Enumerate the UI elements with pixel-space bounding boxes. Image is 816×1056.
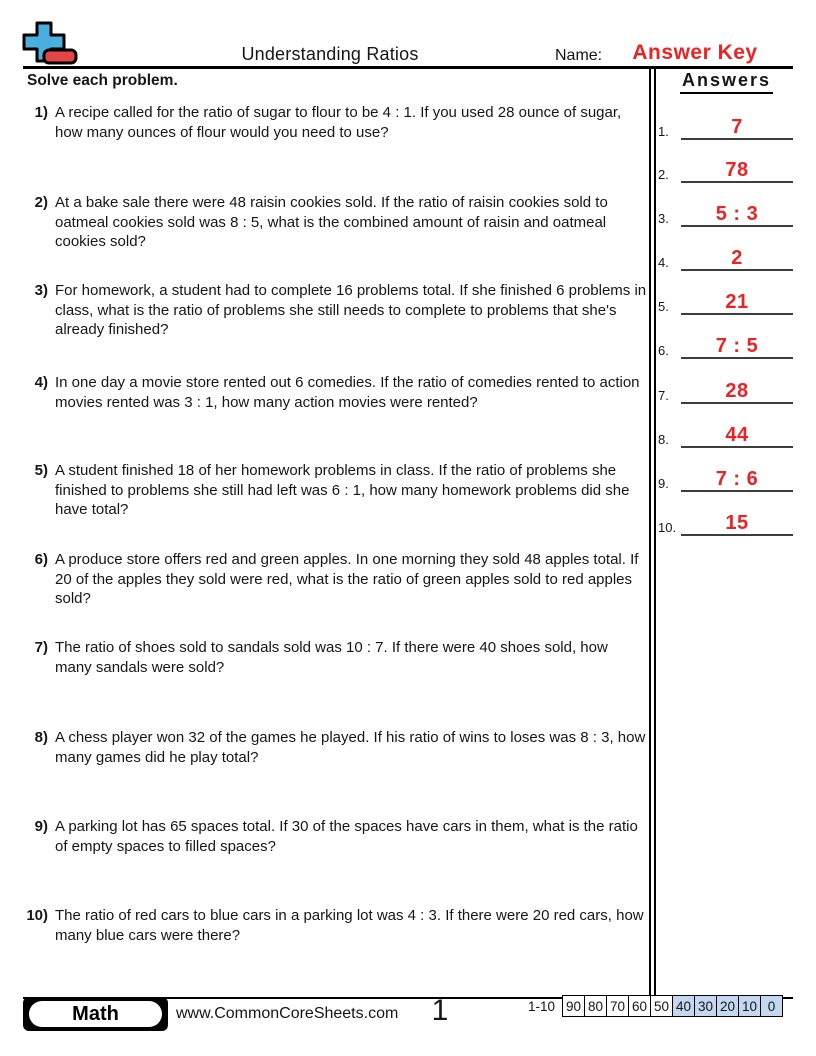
problem-number: 7) [34, 639, 48, 656]
score-cell: 10 [738, 995, 761, 1017]
answer-number: 8. [658, 432, 669, 447]
problem-number: 10) [26, 907, 48, 924]
name-label: Name: [555, 47, 603, 64]
instructions: Solve each problem. [27, 72, 178, 89]
problem-number: 8) [34, 729, 48, 746]
problem-number: 6) [34, 551, 48, 568]
problem-item [23, 373, 647, 412]
problem-text: A produce store offers red and green apples. In one morning they sold 48 apples total. If 20 of the apples they sold were red, what is the ratio of green apples sold to red apples sold? [55, 551, 639, 608]
answer-blank-line [681, 110, 793, 140]
problem-text: A student finished 18 of her homework problems in class. If the ratio of problems she finished to problems she still had left was 6 : 1, how many homework problems did she have total? [55, 462, 630, 519]
score-range-label: 1-10 [528, 999, 556, 1014]
score-cell: 90 [562, 995, 585, 1017]
answer-blank-line [681, 418, 793, 448]
problem-number: 5) [34, 462, 48, 479]
problem-text: The ratio of red cars to blue cars in a parking lot was 4 : 3. If there were 20 red cars, how many blue cars were there? [55, 907, 644, 944]
answer-number: 5. [658, 299, 669, 314]
problem-number: 4) [34, 374, 48, 391]
answer-row [658, 420, 793, 448]
answer-number: 1. [658, 124, 669, 139]
problem-number: 1) [34, 104, 48, 121]
score-cell: 30 [694, 995, 717, 1017]
score-table [562, 995, 783, 1017]
problem-item [23, 193, 647, 252]
answer-value: 7 : 6 [715, 468, 759, 490]
answer-blank-line [681, 374, 793, 404]
answer-value: 7 : 5 [715, 335, 759, 357]
score-cell: 70 [606, 995, 629, 1017]
answer-blank-line [681, 506, 793, 536]
problem-text: At a bake sale there were 48 raisin cookies sold. If the ratio of raisin cookies sold to oatmeal cookies sold was 8 : 5, what is the combined amount of raisin and oatmeal cookies sold? [55, 194, 608, 251]
website-url: www.CommonCoreSheets.com [176, 1005, 399, 1022]
problem-text: A chess player won 32 of the games he played. If his ratio of wins to loses was 8 : 3, how many games did he play total? [55, 729, 646, 766]
problem-text: For homework, a student had to complete 16 problems total. If she finished 6 problems in class, what is the ratio of problems she still needs to complete to problems that she's already finished? [55, 282, 647, 339]
problem-number: 9) [34, 818, 48, 835]
score-cell: 0 [760, 995, 783, 1017]
answer-row [658, 464, 793, 492]
answer-number: 10. [658, 520, 677, 535]
answer-value: 78 [725, 159, 749, 181]
answer-row [658, 508, 793, 536]
problem-text: A parking lot has 65 spaces total. If 30 of the spaces have cars in them, what is the ratio of empty spaces to filled spaces? [55, 818, 638, 855]
problem-text: In one day a movie store rented out 6 comedies. If the ratio of comedies rented to action movies rented was 3 : 1, how many action movies were rented? [55, 374, 640, 411]
worksheet-title: Understanding Ratios [241, 44, 419, 64]
answer-value: 7 [731, 116, 743, 138]
problem-item [23, 728, 647, 767]
answer-number: 9. [658, 476, 669, 491]
answer-row [658, 199, 793, 227]
answer-row [658, 376, 793, 404]
answer-number: 7. [658, 388, 669, 403]
page-number: 1 [431, 994, 449, 1027]
name-value-answer-key: Answer Key [632, 41, 758, 64]
answer-value: 5 : 3 [715, 203, 759, 225]
answer-blank-line [681, 241, 793, 271]
answer-value: 28 [725, 380, 749, 402]
answer-value: 15 [725, 512, 749, 534]
score-cell: 20 [716, 995, 739, 1017]
answer-value: 44 [725, 424, 749, 446]
answers-column-divider [649, 69, 656, 997]
problem-item [23, 550, 647, 609]
score-cell: 40 [672, 995, 695, 1017]
problem-number: 3) [34, 282, 48, 299]
answer-row [658, 155, 793, 183]
answer-value: 2 [731, 247, 743, 269]
answer-blank-line [681, 153, 793, 183]
problem-item [23, 281, 647, 340]
answers-heading: Answers [660, 70, 793, 94]
problem-item [23, 817, 647, 856]
problem-item [23, 461, 647, 520]
problem-text: A recipe called for the ratio of sugar to flour to be 4 : 1. If you used 28 ounce of sugar, how many ounces of flour would you need to use? [55, 104, 622, 141]
answer-number: 2. [658, 167, 669, 182]
answer-blank-line [681, 329, 793, 359]
problem-text: The ratio of shoes sold to sandals sold was 10 : 7. If there were 40 shoes sold, how many sandals were sold? [55, 639, 608, 676]
answer-number: 4. [658, 255, 669, 270]
score-cell: 80 [584, 995, 607, 1017]
answer-number: 3. [658, 211, 669, 226]
answer-row [658, 331, 793, 359]
answer-row [658, 112, 793, 140]
score-cell: 60 [628, 995, 651, 1017]
score-cell: 50 [650, 995, 673, 1017]
problem-item [23, 906, 647, 945]
answer-blank-line [681, 285, 793, 315]
answer-value: 21 [725, 291, 749, 313]
math-subject-badge [23, 997, 168, 1031]
commoncoresheets-logo-icon [22, 21, 80, 72]
math-subject-label: Math [29, 1001, 162, 1027]
answer-row [658, 243, 793, 271]
problem-item [23, 103, 647, 142]
answer-row [658, 287, 793, 315]
answer-number: 6. [658, 343, 669, 358]
answer-blank-line [681, 462, 793, 492]
problem-number: 2) [34, 194, 48, 211]
answer-blank-line [681, 197, 793, 227]
problem-item [23, 638, 647, 677]
header-rule [23, 66, 793, 69]
